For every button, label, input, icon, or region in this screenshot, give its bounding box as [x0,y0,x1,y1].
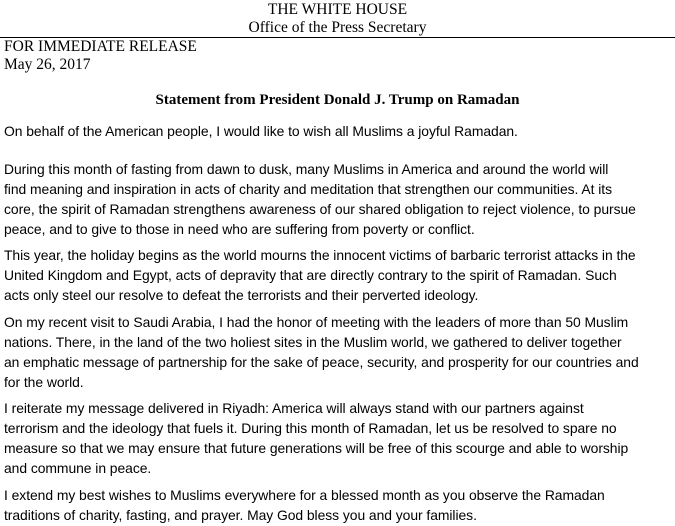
paragraph-line: On my recent visit to Saudi Arabia, I had the honor of meeting with the leaders of more than 50 Muslim [4,314,629,330]
release-label: FOR IMMEDIATE RELEASE [4,38,197,55]
paragraph-greeting [4,121,672,141]
letterhead-office: Office of the Press Secretary [248,19,427,36]
paragraph-line: United Kingdom and Egypt, acts of depravity that are directly contrary to the spirit of Ramadan. Such [4,267,617,283]
letterhead-org: THE WHITE HOUSE [267,1,408,18]
paragraph-line: terrorism and the ideology that fuels it. During this month of Ramadan, let us be resolved to spare no [4,420,617,436]
paragraph-line: traditions of charity, fasting, and prayer. May God bless you and your families. [4,507,477,523]
paragraph-line: core, the spirit of Ramadan strengthens awareness of our shared obligation to reject violence, to pursue [4,201,636,217]
paragraph-wishes [4,485,672,525]
paragraph-visit [4,312,672,392]
statement-title: Statement from President Donald J. Trump on Ramadan [155,92,520,108]
paragraph-line: an emphatic message of partnership for the sake of peace, security, and prosperity for our countries and [4,354,639,370]
paragraph-line: measure so that we may ensure that future generations will be free of this scourge and able to worship [4,440,629,456]
paragraph-line: During this month of fasting from dawn to dusk, many Muslims in America and around the world will [4,161,609,177]
paragraph-line: and commune in peace. [4,460,152,476]
release-date: May 26, 2017 [4,56,91,73]
paragraph-line: On behalf of the American people, I would like to wish all Muslims a joyful Ramadan. [4,123,518,139]
paragraph-line: acts only steel our resolve to defeat the terrorists and their perverted ideology. [4,287,479,303]
paragraph-line: for the world. [4,374,84,390]
paragraph-line: This year, the holiday begins as the world mourns the innocent victims of barbaric terrorist attacks in the [4,247,636,263]
paragraph-holiday [4,245,672,305]
paragraph-line: I extend my best wishes to Muslims everywhere for a blessed month as you observe the Ramadan [4,487,605,503]
paragraph-line: I reiterate my message delivered in Riyadh: America will always stand with our partners against [4,400,584,416]
release-info [4,38,197,74]
paragraph-line: find meaning and inspiration in acts of charity and meditation that strengthen our communities. At its [4,181,612,197]
paragraph-message [4,398,672,478]
paragraph-line: peace, and to give to those in need who are suffering from poverty or conflict. [4,221,475,237]
letterhead [0,1,675,37]
paragraph-fasting [4,159,672,239]
paragraph-line: nations. There, in the land of the two holiest sites in the Muslim world, we gathered to deliver together [4,334,622,350]
